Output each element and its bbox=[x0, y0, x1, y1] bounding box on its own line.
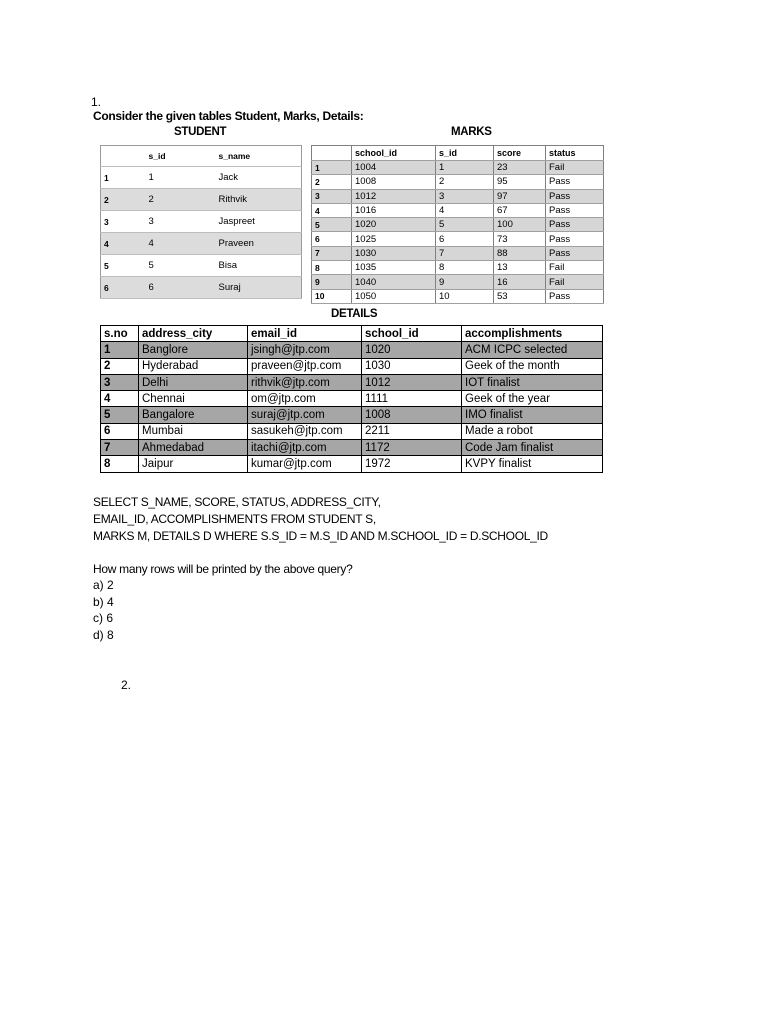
marks-table-row bbox=[312, 261, 604, 275]
details-table-row bbox=[101, 407, 603, 423]
sql-query-line: MARKS M, DETAILS D WHERE S.S_ID = M.S_ID AND M.SCHOOL_ID = D.SCHOOL_ID bbox=[93, 529, 548, 543]
details-cell: Banglore bbox=[139, 342, 248, 358]
marks-table bbox=[311, 145, 604, 304]
details-cell: Chennai bbox=[139, 391, 248, 407]
student-column-header: s_id bbox=[146, 146, 216, 167]
marks-cell: Fail bbox=[546, 261, 604, 275]
marks-cell: Pass bbox=[546, 232, 604, 246]
student-table-row bbox=[101, 211, 302, 233]
student-table-row bbox=[101, 233, 302, 255]
marks-body bbox=[312, 161, 604, 304]
marks-table-row bbox=[312, 246, 604, 260]
student-cell: 6 bbox=[146, 277, 216, 299]
details-cell: rithvik@jtp.com bbox=[248, 374, 362, 390]
marks-cell: 53 bbox=[494, 289, 546, 303]
marks-cell: 7 bbox=[436, 246, 494, 260]
details-cell: Delhi bbox=[139, 374, 248, 390]
details-cell: 5 bbox=[101, 407, 139, 423]
student-table-row bbox=[101, 255, 302, 277]
marks-cell: 2 bbox=[312, 175, 352, 189]
marks-cell: 10 bbox=[312, 289, 352, 303]
marks-cell: 100 bbox=[494, 218, 546, 232]
student-body bbox=[101, 167, 302, 299]
marks-cell: 1035 bbox=[352, 261, 436, 275]
details-table-row bbox=[101, 374, 603, 390]
details-cell: praveen@jtp.com bbox=[248, 358, 362, 374]
details-cell: 1111 bbox=[362, 391, 462, 407]
details-cell: 1172 bbox=[362, 440, 462, 456]
marks-table-title: MARKS bbox=[451, 126, 492, 138]
question-2-number: 2. bbox=[121, 678, 132, 692]
marks-cell: 23 bbox=[494, 161, 546, 175]
student-cell: 3 bbox=[101, 211, 146, 233]
marks-cell: Pass bbox=[546, 203, 604, 217]
details-table-row bbox=[101, 342, 603, 358]
details-cell: 7 bbox=[101, 440, 139, 456]
details-column-header: address_city bbox=[139, 326, 248, 342]
marks-column-header: status bbox=[546, 146, 604, 161]
student-column-header: s_name bbox=[216, 146, 302, 167]
details-cell: KVPY finalist bbox=[462, 456, 603, 472]
marks-cell: 6 bbox=[436, 232, 494, 246]
marks-table-row bbox=[312, 275, 604, 289]
marks-cell: 73 bbox=[494, 232, 546, 246]
marks-cell: 88 bbox=[494, 246, 546, 260]
details-column-header: email_id bbox=[248, 326, 362, 342]
details-cell: Hyderabad bbox=[139, 358, 248, 374]
marks-cell: 97 bbox=[494, 189, 546, 203]
marks-table-row bbox=[312, 232, 604, 246]
student-cell: 2 bbox=[146, 189, 216, 211]
marks-cell: 1004 bbox=[352, 161, 436, 175]
sql-query-line: SELECT S_NAME, SCORE, STATUS, ADDRESS_CITY, bbox=[93, 495, 381, 509]
student-header-row bbox=[101, 146, 302, 167]
student-cell: 2 bbox=[101, 189, 146, 211]
student-cell: 6 bbox=[101, 277, 146, 299]
details-cell: Mumbai bbox=[139, 423, 248, 439]
student-cell: 1 bbox=[101, 167, 146, 189]
student-cell: Rithvik bbox=[216, 189, 302, 211]
marks-cell: Pass bbox=[546, 218, 604, 232]
details-column-header: s.no bbox=[101, 326, 139, 342]
marks-table-row bbox=[312, 203, 604, 217]
details-cell: 2 bbox=[101, 358, 139, 374]
student-cell: Bisa bbox=[216, 255, 302, 277]
marks-header-row bbox=[312, 146, 604, 161]
details-table-row bbox=[101, 423, 603, 439]
student-cell: 4 bbox=[146, 233, 216, 255]
details-cell: 1012 bbox=[362, 374, 462, 390]
marks-cell: 1020 bbox=[352, 218, 436, 232]
details-column-header: accomplishments bbox=[462, 326, 603, 342]
details-cell: itachi@jtp.com bbox=[248, 440, 362, 456]
details-table-row bbox=[101, 358, 603, 374]
details-cell: 2211 bbox=[362, 423, 462, 439]
marks-cell: 13 bbox=[494, 261, 546, 275]
details-body bbox=[101, 342, 603, 472]
details-cell: Jaipur bbox=[139, 456, 248, 472]
details-cell: 1008 bbox=[362, 407, 462, 423]
student-cell: Suraj bbox=[216, 277, 302, 299]
marks-cell: 1 bbox=[312, 161, 352, 175]
student-table-row bbox=[101, 277, 302, 299]
marks-cell: 5 bbox=[312, 218, 352, 232]
details-cell: 1 bbox=[101, 342, 139, 358]
marks-column-header: score bbox=[494, 146, 546, 161]
marks-cell: 8 bbox=[312, 261, 352, 275]
details-cell: 1030 bbox=[362, 358, 462, 374]
details-cell: Ahmedabad bbox=[139, 440, 248, 456]
details-header-row bbox=[101, 326, 603, 342]
details-cell: Code Jam finalist bbox=[462, 440, 603, 456]
marks-cell: 67 bbox=[494, 203, 546, 217]
marks-cell: Pass bbox=[546, 289, 604, 303]
question-1-number: 1. bbox=[91, 95, 102, 109]
marks-column-header: s_id bbox=[436, 146, 494, 161]
details-cell: 6 bbox=[101, 423, 139, 439]
sql-query bbox=[93, 494, 548, 545]
details-cell: sasukeh@jtp.com bbox=[248, 423, 362, 439]
marks-table-row bbox=[312, 161, 604, 175]
marks-cell: 7 bbox=[312, 246, 352, 260]
student-cell: Praveen bbox=[216, 233, 302, 255]
marks-cell: Pass bbox=[546, 246, 604, 260]
marks-table-row bbox=[312, 218, 604, 232]
marks-cell: 10 bbox=[436, 289, 494, 303]
details-table bbox=[100, 325, 603, 473]
student-cell: Jack bbox=[216, 167, 302, 189]
answer-option-b: b) 4 bbox=[93, 594, 114, 609]
student-table-title: STUDENT bbox=[174, 126, 227, 138]
details-table-row bbox=[101, 440, 603, 456]
marks-cell: Fail bbox=[546, 275, 604, 289]
marks-cell: 2 bbox=[436, 175, 494, 189]
student-cell: Jaspreet bbox=[216, 211, 302, 233]
marks-cell: 1008 bbox=[352, 175, 436, 189]
answer-option-a: a) 2 bbox=[93, 578, 114, 592]
details-cell: IMO finalist bbox=[462, 407, 603, 423]
sql-query-line: EMAIL_ID, ACCOMPLISHMENTS FROM STUDENT S, bbox=[93, 512, 376, 526]
marks-cell: 16 bbox=[494, 275, 546, 289]
marks-cell: 1012 bbox=[352, 189, 436, 203]
student-cell: 3 bbox=[146, 211, 216, 233]
details-table-row bbox=[101, 456, 603, 472]
marks-cell: 6 bbox=[312, 232, 352, 246]
marks-cell: 5 bbox=[436, 218, 494, 232]
marks-cell: 4 bbox=[312, 203, 352, 217]
marks-cell: Pass bbox=[546, 175, 604, 189]
details-cell: 1020 bbox=[362, 342, 462, 358]
marks-cell: 1030 bbox=[352, 246, 436, 260]
student-table-row bbox=[101, 167, 302, 189]
student-cell: 1 bbox=[146, 167, 216, 189]
question-text: How many rows will be printed by the above query? bbox=[93, 562, 353, 576]
marks-column-header: school_id bbox=[352, 146, 436, 161]
marks-cell: 1050 bbox=[352, 289, 436, 303]
marks-cell: 1 bbox=[436, 161, 494, 175]
details-cell: jsingh@jtp.com bbox=[248, 342, 362, 358]
details-column-header: school_id bbox=[362, 326, 462, 342]
marks-cell: 95 bbox=[494, 175, 546, 189]
student-cell: 5 bbox=[146, 255, 216, 277]
details-cell: 1972 bbox=[362, 456, 462, 472]
details-cell: Made a robot bbox=[462, 423, 603, 439]
answer-option-d: d) 8 bbox=[93, 627, 114, 642]
marks-cell: 3 bbox=[436, 189, 494, 203]
marks-cell: Pass bbox=[546, 189, 604, 203]
marks-cell: 1040 bbox=[352, 275, 436, 289]
details-cell: Bangalore bbox=[139, 407, 248, 423]
marks-cell: Fail bbox=[546, 161, 604, 175]
student-table bbox=[100, 145, 302, 299]
marks-cell: 1016 bbox=[352, 203, 436, 217]
marks-cell: 1025 bbox=[352, 232, 436, 246]
details-cell: Geek of the year bbox=[462, 391, 603, 407]
marks-column-header bbox=[312, 146, 352, 161]
marks-cell: 9 bbox=[312, 275, 352, 289]
marks-cell: 8 bbox=[436, 261, 494, 275]
student-cell: 4 bbox=[101, 233, 146, 255]
details-cell: 3 bbox=[101, 374, 139, 390]
details-cell: 4 bbox=[101, 391, 139, 407]
details-cell: suraj@jtp.com bbox=[248, 407, 362, 423]
details-cell: 8 bbox=[101, 456, 139, 472]
question-1-prompt: Consider the given tables Student, Marks, Details: bbox=[93, 109, 364, 123]
marks-cell: 3 bbox=[312, 189, 352, 203]
answer-options bbox=[93, 577, 114, 643]
details-cell: ACM ICPC selected bbox=[462, 342, 603, 358]
student-cell: 5 bbox=[101, 255, 146, 277]
details-cell: kumar@jtp.com bbox=[248, 456, 362, 472]
marks-cell: 9 bbox=[436, 275, 494, 289]
details-table-row bbox=[101, 391, 603, 407]
marks-cell: 4 bbox=[436, 203, 494, 217]
marks-table-row bbox=[312, 289, 604, 303]
marks-table-row bbox=[312, 189, 604, 203]
details-cell: om@jtp.com bbox=[248, 391, 362, 407]
details-table-title: DETAILS bbox=[331, 308, 378, 320]
student-column-header bbox=[101, 146, 146, 167]
details-cell: IOT finalist bbox=[462, 374, 603, 390]
answer-option-c: c) 6 bbox=[93, 611, 114, 625]
student-table-row bbox=[101, 189, 302, 211]
marks-table-row bbox=[312, 175, 604, 189]
details-cell: Geek of the month bbox=[462, 358, 603, 374]
